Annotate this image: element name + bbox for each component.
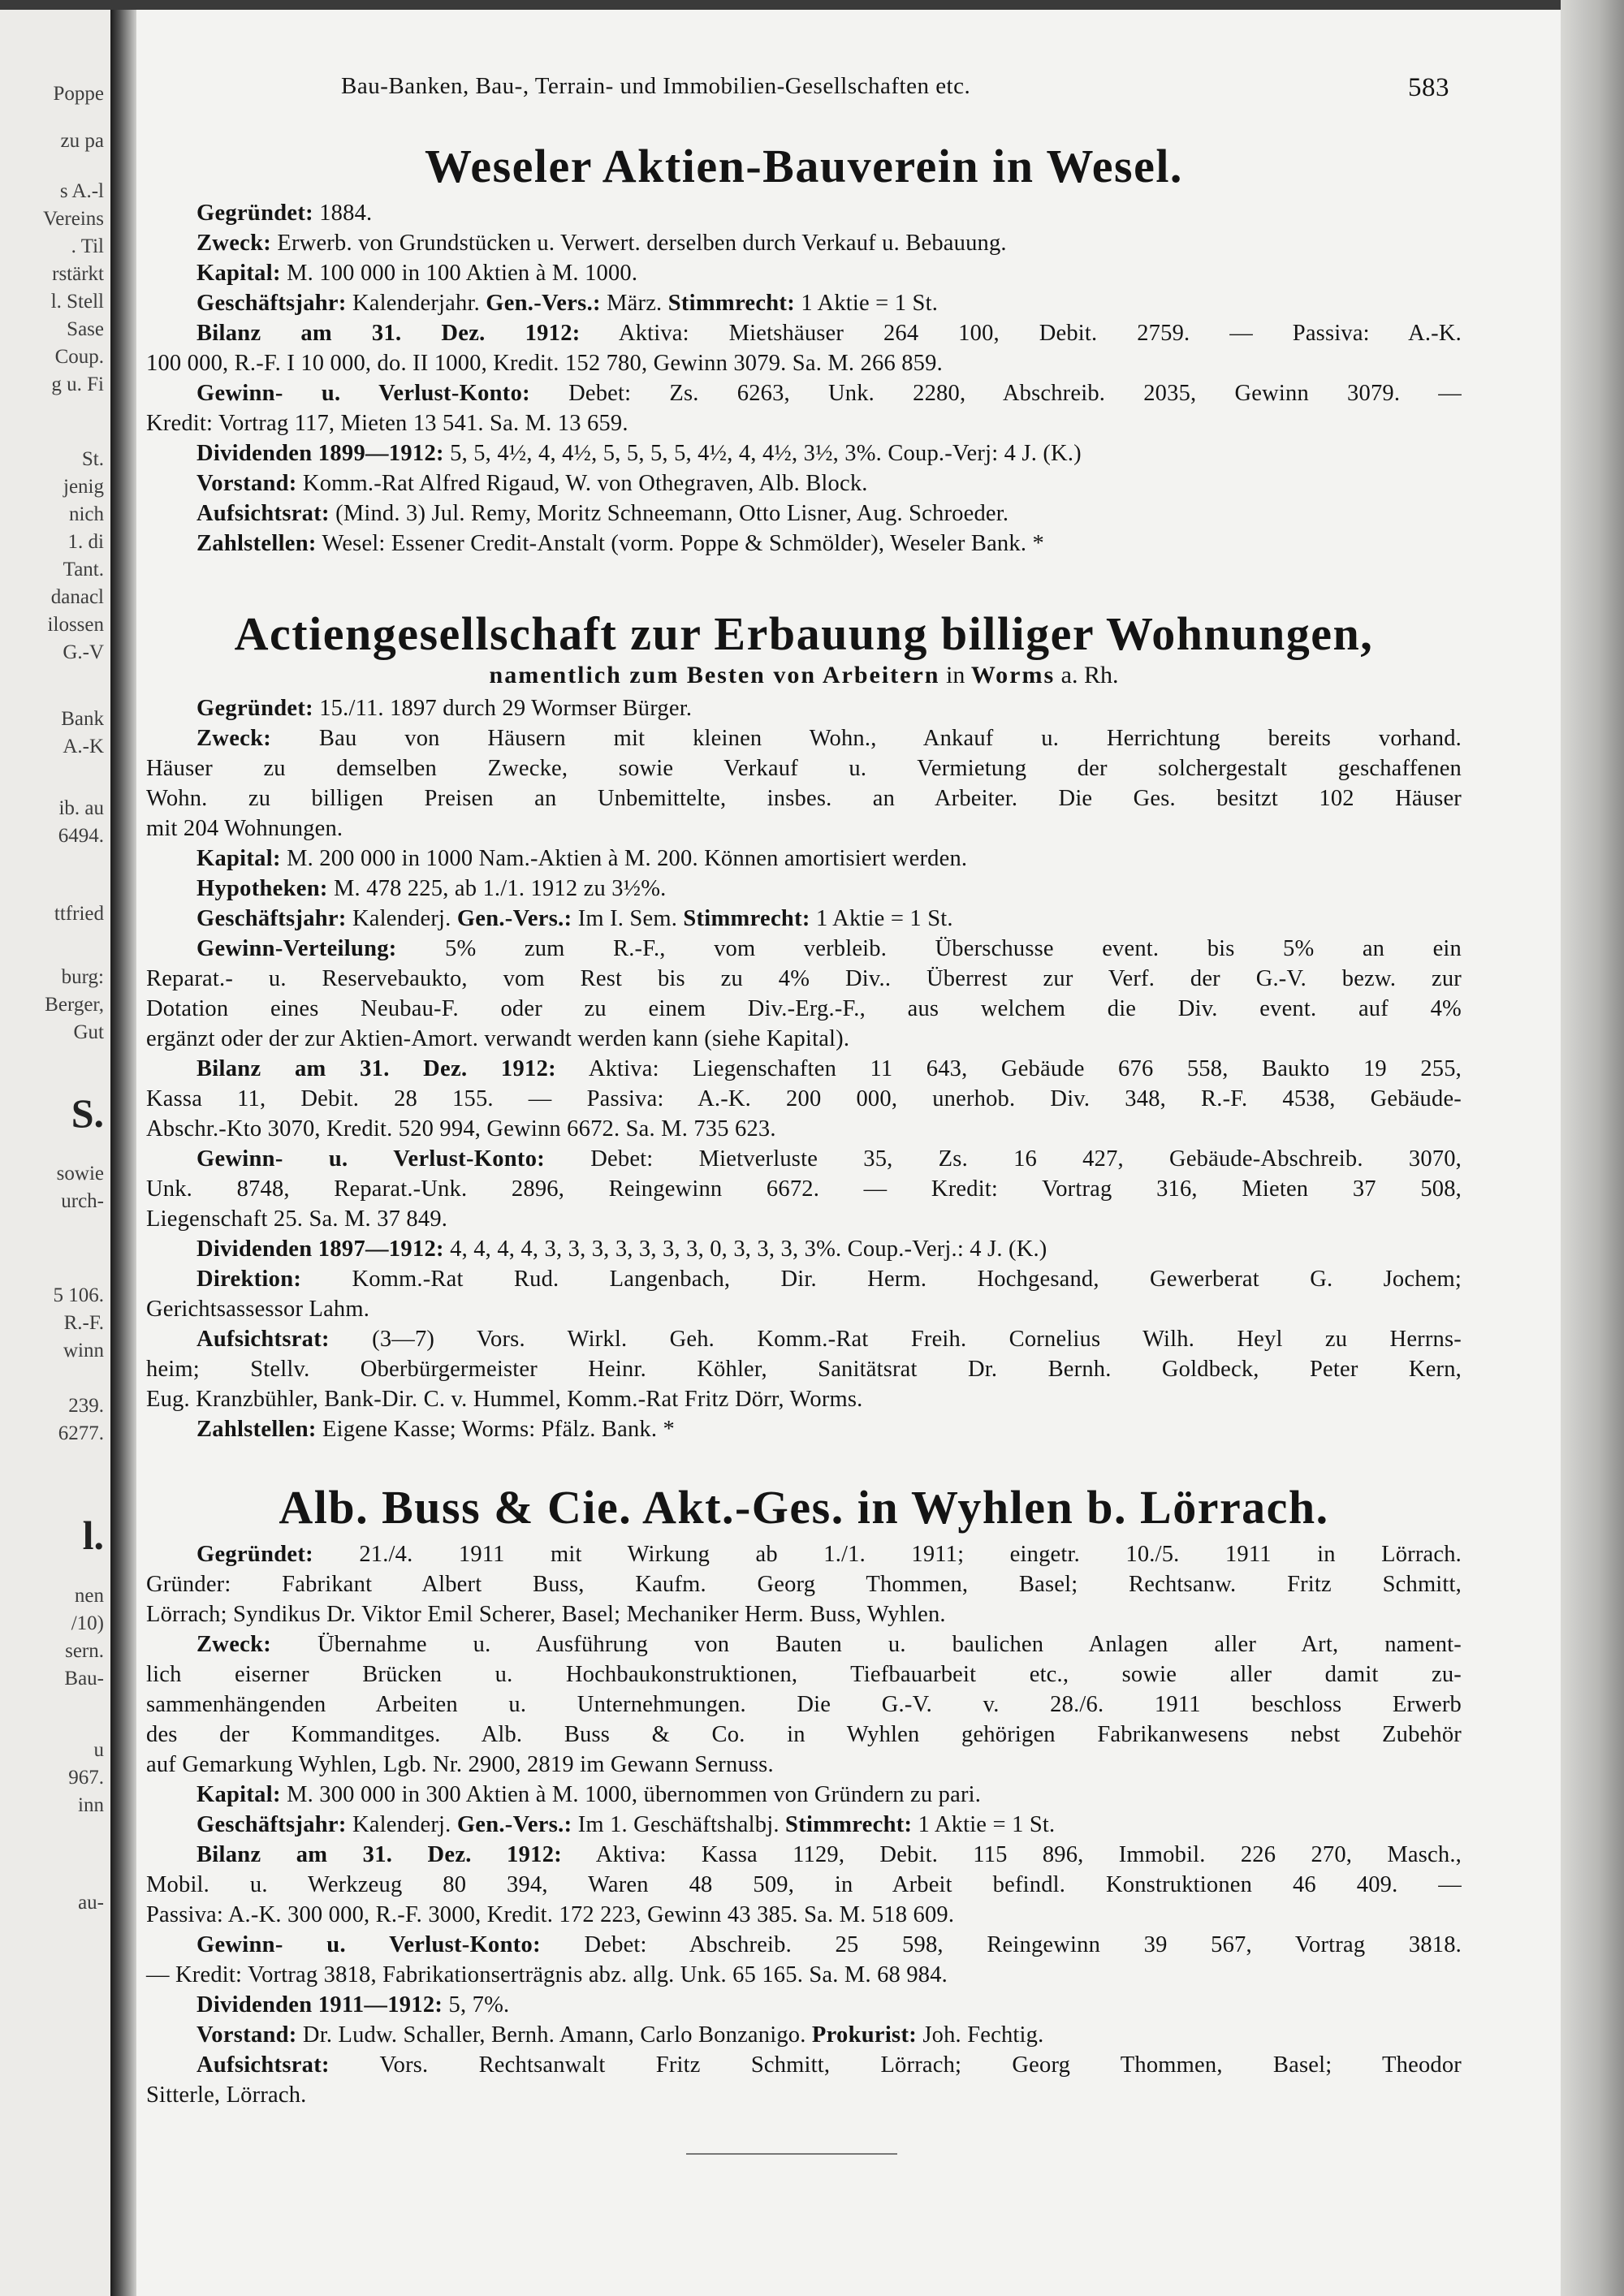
- field-label: Kapital:: [197, 846, 281, 871]
- field-value: M. 300 000 in 300 Aktien à M. 1000, übernommen von Gründern zu pari.: [280, 1782, 982, 1807]
- margin-fragment: A.-K: [63, 736, 104, 757]
- field-line: [146, 529, 1462, 559]
- margin-fragment: nich: [68, 503, 104, 525]
- field-label: Geschäftsjahr:: [197, 1812, 347, 1837]
- subtitle-end: a. Rh.: [1055, 662, 1119, 688]
- continuation-line: [146, 1354, 1462, 1384]
- margin-fragment: au-: [78, 1892, 104, 1914]
- continuation-line: [146, 1750, 1462, 1780]
- margin-fragment: l.: [82, 1513, 104, 1558]
- field-line: [146, 1264, 1462, 1294]
- field-line: [146, 1144, 1462, 1174]
- margin-fragment: s A.-l: [59, 180, 104, 202]
- field-line: [146, 1990, 1462, 2020]
- margin-fragment: S.: [71, 1090, 104, 1136]
- field-value: lich eiserner Brücken u. Hochbaukonstruktionen, Tiefbauarbeit etc., sowie aller damit zu-: [146, 1662, 1462, 1687]
- field-value: Liegenschaft 25. Sa. M. 37 849.: [146, 1206, 448, 1232]
- field-label: Vorstand:: [197, 2022, 297, 2048]
- margin-fragment: 5 106.: [53, 1284, 104, 1306]
- field-value: Vors. Rechtsanwalt Fritz Schmitt, Lörrach; Georg Thommen, Basel; Theodor: [329, 2052, 1462, 2078]
- margin-fragment: 6277.: [58, 1422, 104, 1444]
- field-value: Dr. Ludw. Schaller, Bernh. Amann, Carlo Bonzanigo.: [296, 2022, 812, 2048]
- continuation-line: [146, 994, 1462, 1024]
- field-label: Dividenden 1897—1912:: [197, 1236, 444, 1262]
- continuation-line: [146, 1084, 1462, 1114]
- field-line: [146, 318, 1462, 348]
- margin-fragment: winn: [63, 1340, 104, 1362]
- field-line: [146, 723, 1462, 753]
- margin-fragment: Sase: [67, 318, 104, 340]
- field-value: Aktiva: Liegenschaften 11 643, Gebäude 676 558, Baukto 19 255,: [555, 1056, 1462, 1081]
- field-label: Prokurist:: [811, 2022, 918, 2048]
- field-line: [146, 1840, 1462, 1870]
- field-value: Lörrach; Syndikus Dr. Viktor Emil Scherer, Basel; Mechaniker Herm. Buss, Wyhlen.: [146, 1602, 946, 1627]
- field-label: Kapital:: [197, 261, 281, 286]
- subtitle-bold-part: namentlich zum Besten von Arbeitern: [489, 662, 940, 688]
- field-value: Unk. 8748, Reparat.-Unk. 2896, Reingewinn 6672. — Kredit: Vortrag 316, Mieten 37 508,: [146, 1176, 1462, 1202]
- field-label: Aufsichtsrat:: [197, 501, 330, 526]
- field-value: Aktiva: Mietshäuser 264 100, Debit. 2759. — Passiva: A.-K.: [580, 321, 1462, 346]
- margin-fragment: l. Stell: [50, 291, 104, 313]
- field-value: Wesel: Essener Credit-Anstalt (vorm. Poppe & Schmölder), Weseler Bank. *: [316, 531, 1044, 556]
- field-label: Bilanz am 31. Dez. 1912:: [197, 1842, 563, 1867]
- end-rule: [686, 2153, 897, 2155]
- field-value: des der Kommanditges. Alb. Buss & Co. in Wyhlen gehörigen Fabrikanwesens nebst Zubehör: [146, 1722, 1462, 1747]
- field-value: Eigene Kasse; Worms: Pfälz. Bank. *: [316, 1417, 675, 1442]
- continuation-line: [146, 1174, 1462, 1204]
- continuation-line: [146, 1960, 1462, 1990]
- field-line: [146, 498, 1462, 529]
- margin-fragment: g u. Fi: [51, 373, 104, 395]
- field-line: [146, 378, 1462, 408]
- field-value: Reparat.- u. Reservebaukto, vom Rest bis zu 4% Div.. Überrest zur Verf. der G.-V. bezw. zur: [146, 966, 1462, 991]
- margin-fragment: nen: [74, 1585, 104, 1607]
- field-value: Kassa 11, Debit. 28 155. — Passiva: A.-K. 200 000, unerhob. Div. 348, R.-F. 4538, Gebäude-: [146, 1086, 1462, 1111]
- subtitle-city: Worms: [970, 662, 1056, 688]
- field-label: Kapital:: [197, 1782, 281, 1807]
- field-line: [146, 198, 1462, 228]
- margin-fragment: urch-: [61, 1190, 104, 1212]
- field-label: Gewinn-Verteilung:: [197, 936, 397, 961]
- field-line: [146, 468, 1462, 498]
- field-value: 1 Aktie = 1 St.: [810, 906, 953, 931]
- field-label: Bilanz am 31. Dez. 1912:: [197, 1056, 556, 1081]
- field-value: März.: [600, 291, 668, 316]
- entry-title: Alb. Buss & Cie. Akt.-Ges. in Wyhlen b. Lörrach.: [279, 1481, 1329, 1534]
- field-line: [146, 1930, 1462, 1960]
- field-value: Kalenderj.: [346, 906, 457, 931]
- field-label: Gewinn- u. Verlust-Konto:: [197, 1932, 541, 1957]
- margin-fragment: 1. di: [67, 531, 104, 553]
- field-value: Gründer: Fabrikant Albert Buss, Kaufm. Georg Thommen, Basel; Rechtsanw. Fritz Schmitt,: [146, 1572, 1462, 1597]
- field-line: [146, 904, 1462, 934]
- field-value: 15./11. 1897 durch 29 Wormser Bürger.: [313, 696, 693, 721]
- margin-fragment: burg:: [61, 966, 104, 988]
- margin-fragment: G.-V: [63, 641, 104, 663]
- margin-fragment: Bau-: [64, 1668, 104, 1690]
- field-label: Zahlstellen:: [197, 1417, 317, 1442]
- margin-fragment: sowie: [56, 1163, 104, 1185]
- field-value: 1884.: [313, 201, 373, 226]
- field-label: Gen.-Vers.:: [456, 906, 572, 931]
- book-gutter: [110, 10, 136, 2296]
- entry-actiengesellschaft-wohnungen: [146, 606, 1462, 1444]
- margin-fragment: Tant.: [63, 559, 104, 580]
- margin-fragment: danacl: [50, 586, 104, 608]
- field-label: Stimmrecht:: [667, 291, 796, 316]
- field-value: Passiva: A.-K. 300 000, R.-F. 3000, Kredit. 172 223, Gewinn 43 385. Sa. M. 518 609.: [146, 1902, 955, 1927]
- field-value: Kalenderjahr.: [346, 291, 486, 316]
- field-line: [146, 2050, 1462, 2080]
- field-line: [146, 1629, 1462, 1659]
- margin-fragment: zu pa: [60, 130, 104, 152]
- entry-title: Actiengesellschaft zur Erbauung billiger Wohnungen,: [234, 607, 1374, 660]
- continuation-line: [146, 2080, 1462, 2110]
- document-page: [146, 49, 1462, 2273]
- continuation-line: [146, 1900, 1462, 1930]
- field-value: Kalenderj.: [346, 1812, 457, 1837]
- continuation-line: [146, 1599, 1462, 1629]
- margin-fragment: /10): [71, 1612, 104, 1634]
- field-value: — Kredit: Vortrag 3818, Fabrikationserträgnis abz. allg. Unk. 65 165. Sa. M. 68 984.: [146, 1962, 948, 1987]
- field-value: Gerichtsassessor Lahm.: [146, 1297, 370, 1322]
- field-line: [146, 438, 1462, 468]
- entry-body: [146, 693, 1462, 1444]
- entry-body: [146, 1539, 1462, 2110]
- field-label: Gegründet:: [197, 1542, 313, 1567]
- field-label: Bilanz am 31. Dez. 1912:: [197, 321, 581, 346]
- field-line: [146, 1810, 1462, 1840]
- continuation-line: [146, 1204, 1462, 1234]
- field-label: Zahlstellen:: [197, 531, 317, 556]
- margin-fragment: ilossen: [47, 614, 104, 636]
- field-label: Gen.-Vers.:: [456, 1812, 572, 1837]
- field-line: [146, 1539, 1462, 1569]
- field-label: Geschäftsjahr:: [197, 906, 347, 931]
- field-line: [146, 874, 1462, 904]
- subtitle-in: in: [939, 662, 971, 688]
- running-head-title: Bau-Banken, Bau-, Terrain- und Immobilien-Gesellschaften etc.: [341, 73, 971, 99]
- field-line: [146, 844, 1462, 874]
- margin-fragment: Bank: [61, 708, 104, 730]
- field-value: Häuser zu demselben Zwecke, sowie Verkauf u. Vermietung der solchergestalt geschaffenen: [146, 756, 1462, 781]
- field-value: 5, 5, 4½, 4, 4½, 5, 5, 5, 5, 4½, 4, 4½, 3½, 3%. Coup.-Verj: 4 J. (K.): [443, 441, 1082, 466]
- continuation-line: [146, 1569, 1462, 1599]
- field-label: Zweck:: [197, 726, 272, 751]
- field-line: [146, 288, 1462, 318]
- field-value: 5, 7%.: [443, 1992, 510, 2018]
- field-label: Stimmrecht:: [683, 906, 810, 931]
- field-value: Debet: Zs. 6263, Unk. 2280, Abschreib. 2035, Gewinn 3079. —: [529, 381, 1462, 406]
- field-line: [146, 2020, 1462, 2050]
- margin-fragment: rstärkt: [52, 263, 104, 285]
- field-value: 1 Aktie = 1 St.: [795, 291, 939, 316]
- field-value: (Mind. 3) Jul. Remy, Moritz Schneemann, Otto Lisner, Aug. Schroeder.: [329, 501, 1009, 526]
- field-line: [146, 1234, 1462, 1264]
- field-value: Debet: Mietverluste 35, Zs. 16 427, Gebäude-Abschreib. 3070,: [545, 1146, 1462, 1172]
- margin-fragment: sern.: [65, 1640, 104, 1662]
- field-value: Joh. Fechtig.: [917, 2022, 1044, 2048]
- field-label: Aufsichtsrat:: [197, 2052, 330, 2078]
- continuation-line: [146, 1114, 1462, 1144]
- field-value: Komm.-Rat Rud. Langenbach, Dir. Herm. Hochgesand, Gewerberat G. Jochem;: [301, 1267, 1462, 1292]
- field-label: Gegründet:: [197, 696, 313, 721]
- field-label: Gewinn- u. Verlust-Konto:: [197, 1146, 546, 1172]
- field-value: M. 100 000 in 100 Aktien à M. 1000.: [280, 261, 638, 286]
- continuation-line: [146, 814, 1462, 844]
- field-label: Vorstand:: [197, 471, 297, 496]
- field-label: Geschäftsjahr:: [197, 291, 347, 316]
- field-label: Zweck:: [197, 231, 272, 256]
- field-label: Gen.-Vers.:: [486, 291, 601, 316]
- continuation-line: [146, 1294, 1462, 1324]
- margin-fragment: R.-F.: [63, 1312, 104, 1334]
- margin-fragment: Poppe: [53, 83, 104, 105]
- entry-alb-buss-cie: [146, 1479, 1462, 2110]
- continuation-line: [146, 348, 1462, 378]
- field-label: Gegründet:: [197, 201, 313, 226]
- entry-weseler-aktien-bauverein: [146, 138, 1462, 559]
- margin-fragment: ib. au: [58, 797, 104, 819]
- field-line: [146, 258, 1462, 288]
- continuation-line: [146, 408, 1462, 438]
- field-value: Eug. Kranzbühler, Bank-Dir. C. v. Hummel, Komm.-Rat Fritz Dörr, Worms.: [146, 1387, 863, 1412]
- field-line: [146, 1414, 1462, 1444]
- margin-fragment: St.: [81, 448, 104, 470]
- field-value: (3—7) Vors. Wirkl. Geh. Komm.-Rat Freih. Cornelius Wilh. Heyl zu Herrns-: [329, 1327, 1462, 1352]
- margin-fragment: jenig: [63, 476, 104, 498]
- entry-subtitle: [146, 661, 1462, 690]
- field-label: Hypotheken:: [197, 876, 328, 901]
- field-value: 1 Aktie = 1 St.: [912, 1812, 1056, 1837]
- field-line: [146, 693, 1462, 723]
- margin-fragment: Berger,: [45, 994, 104, 1016]
- field-line: [146, 934, 1462, 964]
- field-label: Aufsichtsrat:: [197, 1327, 330, 1352]
- field-value: Komm.-Rat Alfred Rigaud, W. von Othegraven, Alb. Block.: [296, 471, 868, 496]
- field-value: sammenhängenden Arbeiten u. Unternehmungen. Die G.-V. v. 28./6. 1911 beschloss Erwerb: [146, 1692, 1462, 1717]
- field-line: [146, 1324, 1462, 1354]
- field-value: 4, 4, 4, 4, 3, 3, 3, 3, 3, 3, 3, 0, 3, 3, 3, 3%. Coup.-Verj.: 4 J. (K.): [443, 1236, 1047, 1262]
- field-value: mit 204 Wohnungen.: [146, 816, 343, 841]
- field-value: Aktiva: Kassa 1129, Debit. 115 896, Immobil. 226 270, Masch.,: [562, 1842, 1462, 1867]
- continuation-line: [146, 783, 1462, 814]
- field-label: Dividenden 1911—1912:: [197, 1992, 443, 2018]
- field-value: M. 200 000 in 1000 Nam.-Aktien à M. 200. Können amortisiert werden.: [280, 846, 968, 871]
- margin-fragment: Coup.: [54, 346, 104, 368]
- field-value: Dotation eines Neubau-F. oder zu einem Div.-Erg.-F., aus welchem die Div. event. auf 4%: [146, 996, 1462, 1021]
- field-label: Dividenden 1899—1912:: [197, 441, 444, 466]
- scan-top-edge: [0, 0, 1624, 10]
- continuation-line: [146, 753, 1462, 783]
- continuation-line: [146, 1690, 1462, 1720]
- field-label: Gewinn- u. Verlust-Konto:: [197, 381, 530, 406]
- margin-fragment: Vereins: [43, 208, 104, 230]
- field-value: Kredit: Vortrag 117, Mieten 13 541. Sa. M. 13 659.: [146, 411, 628, 436]
- field-value: Mobil. u. Werkzeug 80 394, Waren 48 509, in Arbeit befindl. Konstruktionen 46 409. —: [146, 1872, 1462, 1897]
- margin-fragment: Gut: [73, 1021, 104, 1043]
- margin-fragment: . Til: [71, 235, 104, 257]
- field-value: Abschr.-Kto 3070, Kredit. 520 994, Gewinn 6672. Sa. M. 735 623.: [146, 1116, 776, 1142]
- continuation-line: [146, 1870, 1462, 1900]
- field-value: 100 000, R.-F. I 10 000, do. II 1000, Kredit. 152 780, Gewinn 3079. Sa. M. 266 859.: [146, 351, 943, 376]
- field-value: ergänzt oder der zur Aktien-Amort. verwandt werden kann (siehe Kapital).: [146, 1026, 850, 1051]
- margin-fragment: 239.: [68, 1395, 104, 1417]
- field-value: 5% zum R.-F., vom verbleib. Überschusse event. bis 5% an ein: [396, 936, 1462, 961]
- field-value: Im I. Sem.: [572, 906, 684, 931]
- adjacent-page-margin: [0, 10, 115, 2296]
- continuation-line: [146, 1720, 1462, 1750]
- margin-fragment: u: [93, 1739, 104, 1761]
- field-label: Zweck:: [197, 1632, 272, 1657]
- field-value: Sitterle, Lörrach.: [146, 2082, 307, 2108]
- field-value: Wohn. zu billigen Preisen an Unbemittelte, insbes. an Arbeiter. Die Ges. besitzt 102 Häuser: [146, 786, 1462, 811]
- field-line: [146, 1780, 1462, 1810]
- entry-body: [146, 198, 1462, 559]
- field-line: [146, 228, 1462, 258]
- continuation-line: [146, 1024, 1462, 1054]
- margin-fragment: ttfried: [54, 903, 104, 925]
- page-number: 583: [1408, 73, 1449, 102]
- field-value: Übernahme u. Ausführung von Bauten u. baulichen Anlagen aller Art, nament-: [271, 1632, 1462, 1657]
- continuation-line: [146, 1659, 1462, 1690]
- continuation-line: [146, 1384, 1462, 1414]
- field-value: heim; Stellv. Oberbürgermeister Heinr. Köhler, Sanitätsrat Dr. Bernh. Goldbeck, Peter Kern,: [146, 1357, 1462, 1382]
- page-edge-shadow: [1561, 0, 1624, 2296]
- margin-fragment: inn: [78, 1794, 104, 1816]
- field-value: auf Gemarkung Wyhlen, Lgb. Nr. 2900, 2819 im Gewann Sernuss.: [146, 1752, 774, 1777]
- field-value: Erwerb. von Grundstücken u. Verwert. derselben durch Verkauf u. Bebauung.: [271, 231, 1007, 256]
- field-label: Direktion:: [197, 1267, 302, 1292]
- field-label: Stimmrecht:: [785, 1812, 913, 1837]
- field-value: Im 1. Geschäftshalbj.: [572, 1812, 785, 1837]
- field-line: [146, 1054, 1462, 1084]
- field-value: Bau von Häusern mit kleinen Wohn., Ankauf u. Herrichtung bereits vorhand.: [271, 726, 1462, 751]
- continuation-line: [146, 964, 1462, 994]
- field-value: 21./4. 1911 mit Wirkung ab 1./1. 1911; eingetr. 10./5. 1911 in Lörrach.: [313, 1542, 1462, 1567]
- field-value: Debet: Abschreib. 25 598, Reingewinn 39 567, Vortrag 3818.: [540, 1932, 1462, 1957]
- margin-fragment: 6494.: [58, 825, 104, 847]
- entry-title: Weseler Aktien-Bauverein in Wesel.: [425, 140, 1183, 192]
- margin-fragment: 967.: [68, 1767, 104, 1789]
- field-value: M. 478 225, ab 1./1. 1912 zu 3½%.: [327, 876, 667, 901]
